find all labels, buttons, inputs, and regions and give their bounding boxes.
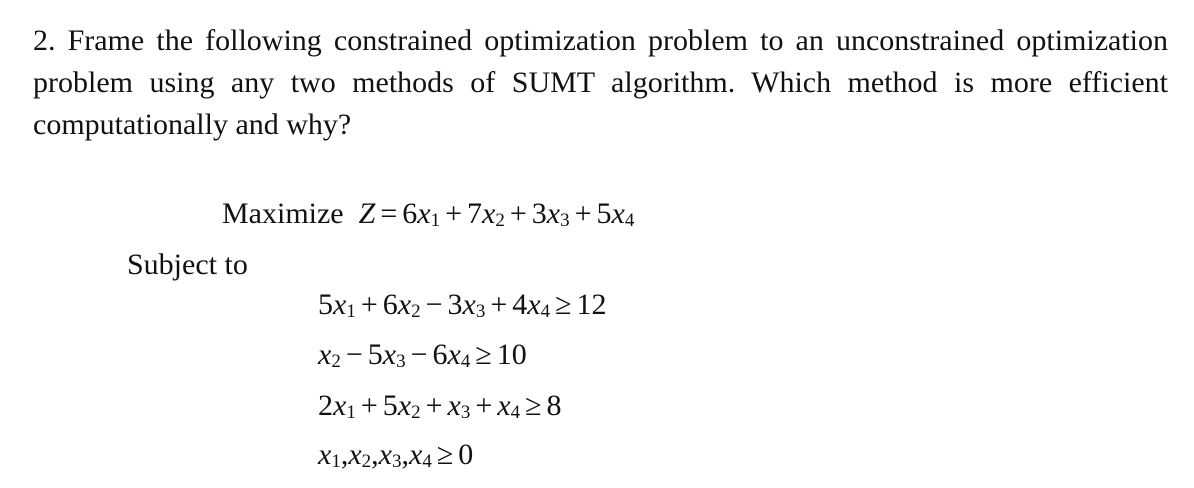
constraint-term: $6x_4$ — [432, 338, 471, 372]
variable: $x_3$ — [378, 438, 402, 472]
variable: $x_4$ — [408, 438, 432, 472]
constraint-term: $x_2$ — [318, 338, 341, 372]
objective-function — [222, 194, 634, 234]
constraint-rhs: 10 — [496, 338, 527, 371]
minus-sign: − — [345, 338, 363, 371]
constraint-term: $5x_3$ — [367, 338, 406, 372]
constraint-2 — [318, 335, 527, 375]
objective-variable: Z — [358, 197, 376, 230]
constraint-rhs: 0 — [458, 438, 474, 471]
question-text: 2. Frame the following constrained optimization problem to an unconstrained optimization problem using any two methods of SUMT algorithm. Which method is more efficient computationally and why? — [33, 24, 1168, 141]
constraint-term: $5x_2$ — [382, 389, 421, 423]
constraint-term: $x_3$ — [447, 389, 471, 423]
constraint-rhs: 8 — [546, 389, 562, 422]
comma-separator: , — [401, 438, 409, 471]
plus-sign: + — [360, 288, 378, 321]
constraint-term: $3x_3$ — [447, 288, 486, 322]
objective-term: $7x_2$ — [467, 197, 505, 231]
constraint-term: $x_4$ — [497, 389, 521, 423]
geq-sign: ≥ — [436, 438, 454, 471]
minus-sign: − — [410, 338, 428, 371]
plus-sign: + — [445, 197, 462, 230]
plus-sign: + — [509, 197, 527, 230]
plus-sign: + — [425, 389, 443, 422]
constraint-1 — [318, 285, 607, 325]
plus-sign: + — [490, 288, 508, 321]
constraint-term: $6x_2$ — [382, 288, 421, 322]
constraint-term: $5x_1$ — [318, 288, 356, 322]
constraint-term: $2x_1$ — [318, 389, 356, 423]
objective-term: $6x_1$ — [402, 197, 441, 231]
plus-sign: + — [360, 389, 378, 422]
variable: $x_1$ — [318, 438, 341, 472]
variable: $x_2$ — [348, 438, 372, 472]
constraint-rhs: 12 — [576, 288, 607, 321]
subject-to-label: Subject to — [127, 248, 248, 281]
comma-separator: , — [371, 438, 379, 471]
equals-sign: = — [380, 197, 398, 230]
constraint-term: $4x_4$ — [512, 288, 551, 322]
comma-separator: , — [340, 438, 349, 471]
nonnegativity-constraint — [318, 435, 473, 475]
geq-sign: ≥ — [525, 389, 542, 422]
constraint-3 — [318, 386, 562, 426]
geq-sign: ≥ — [555, 288, 572, 321]
plus-sign: + — [574, 197, 592, 230]
plus-sign: + — [475, 389, 493, 422]
objective-term: $5x_4$ — [596, 197, 635, 231]
maximize-keyword: Maximize — [222, 197, 344, 230]
objective-term: $3x_3$ — [531, 197, 570, 231]
geq-sign: ≥ — [475, 338, 492, 371]
minus-sign: − — [425, 288, 443, 321]
